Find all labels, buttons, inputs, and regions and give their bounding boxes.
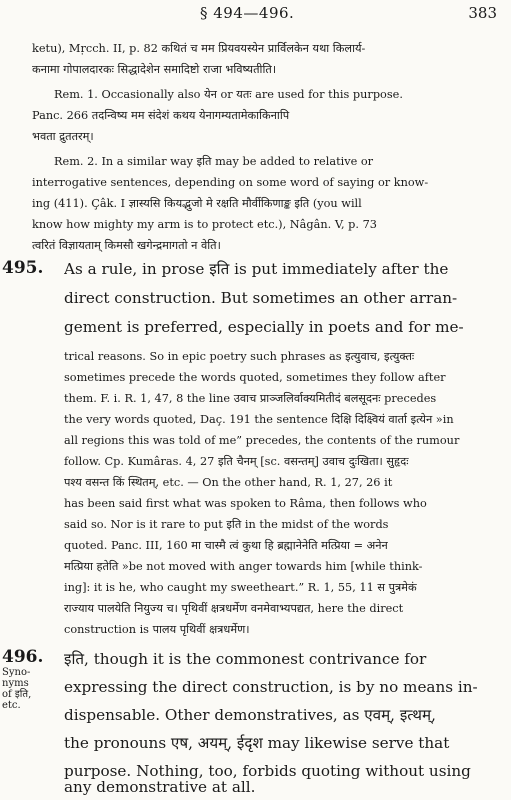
text-line: direct construction. But sometimes an other arran- [64, 289, 458, 307]
text-line: इति, though it is the commonest contrivance for [64, 650, 427, 668]
text-line: quoted. Panc. III, 160 मा चास्मै त्वं कुथा हि ब्रह्मानेनेति मत्प्रिया = अनेन [64, 539, 388, 552]
text-line: कनामा गोपालदारकः सिद्धादेशेन समादिष्टो राजा भविष्यतीति। [32, 63, 277, 76]
margin-note-line: of इति, [2, 689, 32, 700]
margin-note-line: nyms [2, 678, 29, 689]
text-line: मत्प्रिया हतेति »be not moved with anger towards him [while think- [64, 560, 423, 573]
margin-note-line: etc. [2, 700, 21, 711]
text-line: has been said first what was spoken to Râma, then follows who [64, 497, 427, 510]
text-line: them. F. i. R. 1, 47, 8 the line उवाच प्राञ्जलिर्वाक्यमितीदं बलसूदनः precedes [64, 392, 437, 405]
text-line: ketu), Mṛcch. II, p. 82 कथितं च मम प्रियवयस्येन प्रार्विलकेन यथा किलार्य- [32, 42, 366, 55]
page-number: 383 [468, 4, 497, 22]
text-line: purpose. Nothing, too, forbids quoting without using [64, 762, 471, 780]
text-line: all regions this was told of me” precedes, the contents of the rumour [64, 434, 460, 447]
rem-2-line: Rem. 2. In a similar way इति may be added to relative or [54, 155, 374, 168]
text-line: the very words quoted, Daç. 191 the sentence दिक्षि दिक्ष्वियं वार्ता इत्येन »in [64, 413, 454, 426]
text-line: ing (411). Çâk. I ज्ञास्यसि कियद्भुजो मे रक्षति मौर्वीकिणाङ्क इति (you will [32, 197, 362, 210]
text-line: trical reasons. So in epic poetry such phrases as इत्युवाच, इत्युक्तः [64, 350, 415, 363]
margin-note [2, 667, 58, 711]
section-number: 495. [2, 258, 44, 278]
running-header [0, 2, 511, 24]
text-line: follow. Cp. Kumâras. 4, 27 इति चैनम् [sc. वसन्तम्] उवाच दुःखिता। सुहृदः [64, 455, 409, 468]
section-number: 496. [2, 647, 44, 667]
text-line: interrogative sentences, depending on some word of saying or know- [32, 176, 429, 189]
text-line: As a rule, in prose इति is put immediately after the [64, 260, 449, 278]
text-line: construction is पालय पृथिवीं क्षत्रधर्मेण। [64, 623, 250, 636]
margin-note-line: Syno- [2, 667, 31, 678]
text-line: know how mighty my arm is to protect etc.), Nâgân. V, p. 73 [32, 218, 377, 231]
text-line: त्वरितं विज्ञायताम् किमसौ खगेन्द्रमागतो न वेति। [32, 239, 221, 252]
text-line: Panc. 266 तदन्विष्य मम संदेशं कथय येनागम्यतामेकाकिनापि [32, 109, 290, 122]
text-line: राज्याय पालयेति नियुज्य च। पृथिवीं क्षत्रधर्मेण वनमेवाभ्यपद्यत, here the direct [64, 602, 404, 615]
text-line: भवता द्रुततरम्। [32, 130, 94, 143]
text-line: said so. Nor is it rare to put इति in the midst of the words [64, 518, 389, 531]
text-line: dispensable. Other demonstratives, as एवम्, इत्थम्, [64, 706, 436, 724]
section-range: § 494—496. [200, 4, 295, 22]
text-line: sometimes precede the words quoted, sometimes they follow after [64, 371, 446, 384]
text-line: ing]: it is he, who caught my sweetheart.” R. 1, 55, 11 स पुत्रमेकं [64, 581, 417, 594]
text-line: expressing the direct construction, is by no means in- [64, 678, 478, 696]
text-line: gement is preferred, especially in poets and for me- [64, 318, 464, 336]
text-line: any demonstrative at all. [64, 778, 256, 796]
text-line: पश्य वसन्त किं स्थितम्, etc. — On the other hand, R. 1, 27, 26 it [64, 476, 393, 489]
rem-1-line: Rem. 1. Occasionally also येन or यतः are used for this purpose. [54, 88, 403, 101]
text-line: the pronouns एष, अयम्, ईदृश may likewise serve that [64, 734, 450, 752]
